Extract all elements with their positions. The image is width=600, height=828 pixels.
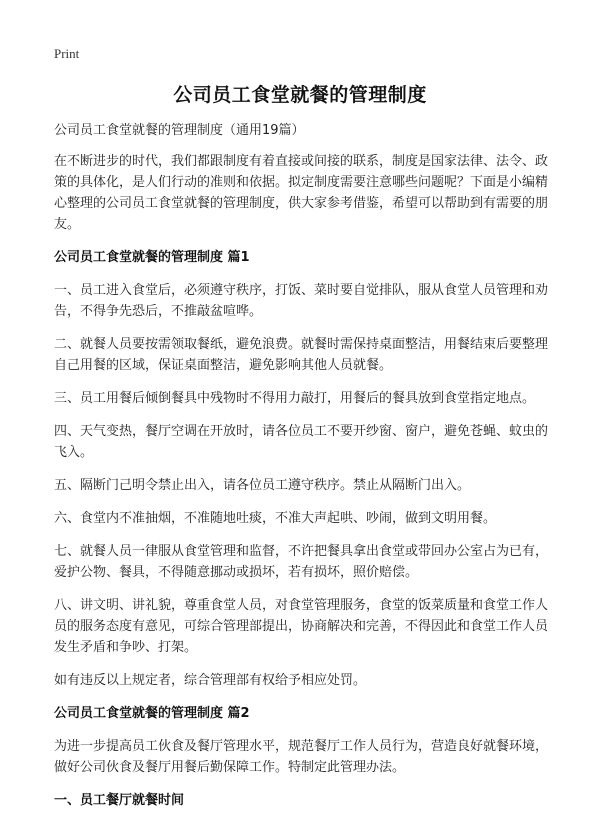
section-1-list: [54, 280, 550, 658]
section-2-intro: 为进一步提高员工伙食及餐厅管理水平，规范餐厅工作人员行为，营造良好就餐环境，做好公司伙食及餐厅用餐后勤保障工作。特制定此管理办法。: [54, 739, 549, 775]
list-item: 四、天气变热，餐厅空调在开放时，请各位员工不要开纱窗、窗户，避免苍蝇、蚊虫的飞入。: [54, 424, 549, 460]
section-heading-1: 公司员工食堂就餐的管理制度 篇1: [54, 250, 250, 265]
print-link[interactable]: Print: [54, 46, 80, 61]
list-item: 六、食堂内不准抽烟，不准随地吐痰，不准大声起哄、吵闹，做到文明用餐。: [54, 511, 497, 526]
list-item: 二、就餐人员要按需领取餐纸，避免浪费。就餐时需保持桌面整洁，用餐结束后要整理自己用餐的区域，保证桌面整洁，避免影响其他人员就餐。: [54, 337, 549, 373]
section-heading-2: 公司员工食堂就餐的管理制度 篇2: [54, 706, 250, 721]
list-item: 七、就餐人员一律服从食堂管理和监督，不许把餐具拿出食堂或带回办公室占为已有，爱护公物、餐具，不得随意挪动或损坏，若有损坏，照价赔偿。: [54, 544, 549, 580]
section-2-subheading: 一、员工餐厅就餐时间: [54, 793, 185, 808]
list-item: 八、讲文明、讲礼貌，尊重食堂人员，对食堂管理服务，食堂的饭菜质量和食堂工作人员的服务态度有意见，可综合管理部提出，协商解决和完善，不得因此和食堂工作人员发生矛盾和争吵、打架。: [54, 598, 549, 655]
list-item: 三、员工用餐后倾倒餐具中残物时不得用力敲打，用餐后的餐具放到食堂指定地点。: [54, 391, 536, 406]
document-body: [54, 120, 550, 823]
list-item: 一、员工进入食堂后，必须遵守秩序，打饭、菜时要自觉排队，服从食堂人员管理和劝告，不得争先恐后，不推敲盆喧哗。: [54, 283, 549, 319]
intro-paragraph: 在不断进步的时代，我们都跟制度有着直接或间接的联系，制度是国家法律、法令、政策的具体化，是人们行动的准则和依据。拟定制度需要注意哪些问题呢？下面是小编精心整理的公司员工食堂就餐的管理制度，供大家参考借鉴，希望可以帮助到有需要的朋友。: [54, 154, 549, 232]
document-subtitle: 公司员工食堂就餐的管理制度（通用19篇）: [54, 123, 305, 138]
list-item: 五、隔断门己明令禁止出入，请各位员工遵守秩序。禁止从隔断门出入。: [54, 478, 471, 493]
page-title: 公司员工食堂就餐的管理制度: [173, 84, 427, 106]
section-1-closing: 如有违反以上规定者，综合管理部有权给予相应处罚。: [54, 673, 367, 688]
